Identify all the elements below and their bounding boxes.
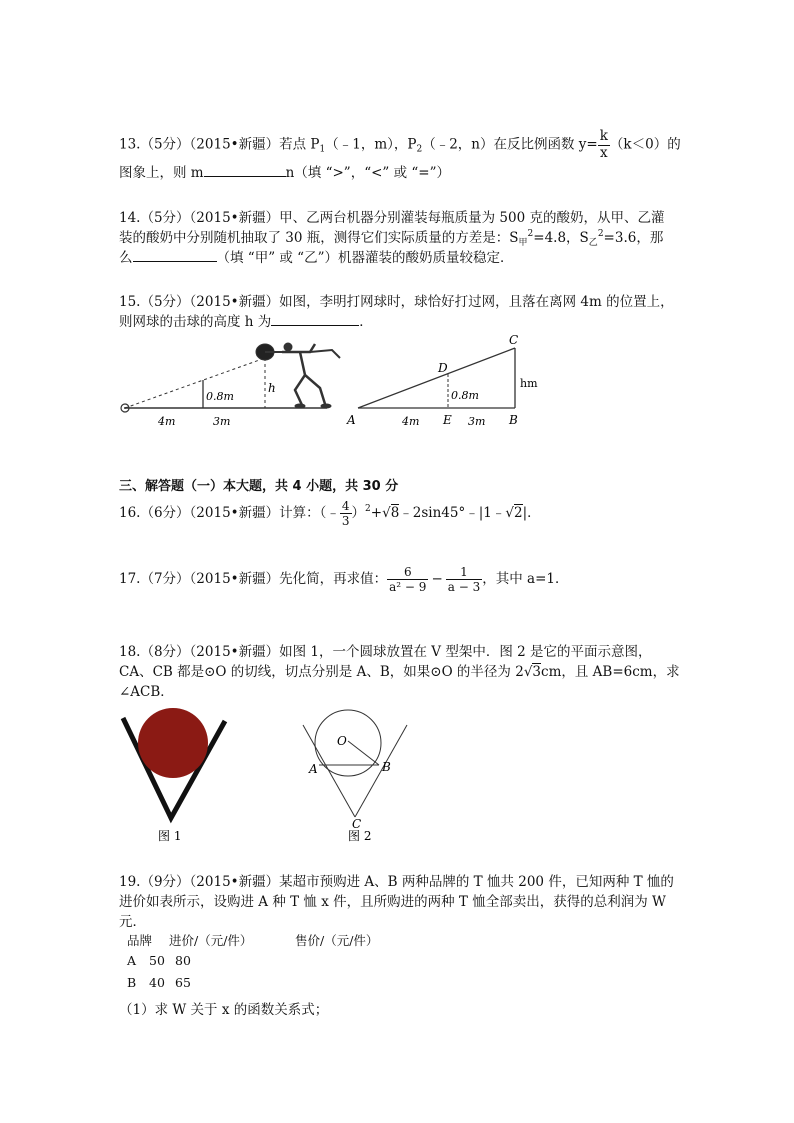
q16-fraction: $\frac{4}{3}$ xyxy=(341,499,350,528)
q18-line3: ∠ACB． xyxy=(119,684,174,700)
q13-line2: 图象上，则 m n（填 “>”，“<” 或 “=”） xyxy=(119,165,451,181)
label-B: B xyxy=(382,760,391,774)
dist1-label: 4m xyxy=(158,415,176,428)
q19-line2: 进价如表所示，设购进 A 种 T 恤 x 件，且所购进的两种 T 恤全部卖出，获得的总利润为 W xyxy=(119,894,666,910)
figure-1 xyxy=(123,708,225,843)
label-O: O xyxy=(337,734,347,748)
q19-subquestion-1: （1）求 W 关于 x 的函数关系式； xyxy=(119,1002,329,1018)
q14-answer-blank[interactable] xyxy=(133,249,217,262)
point-E: E xyxy=(443,413,452,427)
ae-dist-label: 4m xyxy=(402,415,420,428)
line-AC xyxy=(358,348,515,408)
table-row xyxy=(127,953,378,975)
table-cell: 65 xyxy=(175,975,191,990)
dist2-label: 3m xyxy=(213,415,231,428)
table-cell: 50 xyxy=(149,953,165,968)
sqrt-3: √3 xyxy=(523,664,542,680)
point-D: D xyxy=(438,361,448,375)
q15-answer-blank[interactable] xyxy=(271,313,359,326)
q13-line1: 13.（5分）（2015•新疆）若点 $P_1(﹣1$，m），$P_2(﹣2$，n）在反比例函数 y= $\frac{k}{x}$ （k＜0）的 xyxy=(119,128,681,161)
q14-line1: 14.（5分）（2015•新疆）甲、乙两台机器分别灌装每瓶质量为 500 克的酸奶，从甲、乙灌 xyxy=(119,210,665,226)
table-header: 进价/（元/件） xyxy=(169,933,253,948)
figure-2 xyxy=(303,710,407,843)
q16-line: 16.（6分）（2015•新疆）计算：（﹣ $\frac{4}{3}$ ）$^2$+√8﹣2sin45°﹣|1﹣√2|． xyxy=(119,499,541,528)
table-row xyxy=(127,975,378,997)
point-C: C xyxy=(509,333,519,347)
q13-answer-blank[interactable] xyxy=(204,164,286,177)
q17-fraction-1: $\frac{6}{\text{a² − 9}}$ xyxy=(389,565,427,594)
price-table xyxy=(127,931,378,997)
tennis-player-icon xyxy=(256,343,340,408)
q14-line2: 装的酸奶中分别随机抽取了 30 瓶，测得它们实际质量的方差是：$S_甲^2=4.8$，$S_乙^2=3.6$，那 xyxy=(119,229,664,248)
ball-trajectory xyxy=(125,358,265,408)
q15-line2: 则网球的击球的高度 h 为 ． xyxy=(119,314,373,330)
q18-figures xyxy=(115,705,435,845)
caption-fig2: 图 2 xyxy=(348,829,372,843)
h-label: h xyxy=(268,381,276,395)
de-height-label: 0.8m xyxy=(451,389,479,402)
sqrt-2: √2 xyxy=(505,505,523,521)
table-header: 品牌 xyxy=(127,933,153,948)
table-header: 售价/（元/件） xyxy=(295,933,379,948)
ball-circle xyxy=(138,708,208,778)
q13-fraction: $\frac{k}{x}$ xyxy=(599,128,608,161)
net-height-label: 0.8m xyxy=(206,390,234,403)
q17-line: 17.（7分）（2015•新疆）先化简，再求值： $\frac{6}{\text{a² − 9}}$ − $\frac{1}{a - 3}$ ，其中 a=1． xyxy=(119,565,569,594)
tennis-drawing xyxy=(121,343,340,428)
circle-O xyxy=(315,710,381,776)
bc-height-label: hm xyxy=(520,377,538,390)
q18-line1: 18.（8分）（2015•新疆）如图 1，一个圆球放置在 V 型架中．图 2 是它的平面示意图， xyxy=(119,644,652,660)
label-A: A xyxy=(309,762,318,776)
q18-line2: CA、CB 都是⊙O 的切线，切点分别是 A、B，如果⊙O 的半径为 2√3cm，且 AB=6cm，求 xyxy=(119,664,680,680)
table-header-row xyxy=(127,931,378,953)
table-cell: 40 xyxy=(149,975,165,990)
q17-fraction-2: $\frac{1}{a - 3}$ xyxy=(447,565,481,594)
table-cell: A xyxy=(127,953,137,968)
point-A: A xyxy=(347,413,356,427)
triangle-drawing xyxy=(346,333,538,428)
caption-fig1: 图 1 xyxy=(158,829,182,843)
q15-figure xyxy=(110,330,560,435)
q19-line1: 19.（9分）（2015•新疆）某超市预购进 A、B 两种品牌的 T 恤共 200 件，已知两种 T 恤的 xyxy=(119,874,674,890)
radius-OB xyxy=(348,741,379,765)
table-cell: 80 xyxy=(175,953,191,968)
label-C: C xyxy=(352,817,362,831)
table-cell: B xyxy=(127,975,137,990)
sqrt-8: √8 xyxy=(382,505,400,521)
point-B: B xyxy=(509,413,518,427)
q15-line1: 15.（5分）（2015•新疆）如图，李明打网球时，球恰好打过网，且落在离网 4m 的位置上， xyxy=(119,294,674,310)
eb-dist-label: 3m xyxy=(468,415,486,428)
q19-line3: 元． xyxy=(119,914,146,930)
section-3-heading: 三、解答题（一）本大题，共 4 小题，共 30 分 xyxy=(119,479,399,494)
q14-line3: 么 （填 “甲” 或 “乙”）机器灌装的酸奶质量较稳定． xyxy=(119,250,514,266)
